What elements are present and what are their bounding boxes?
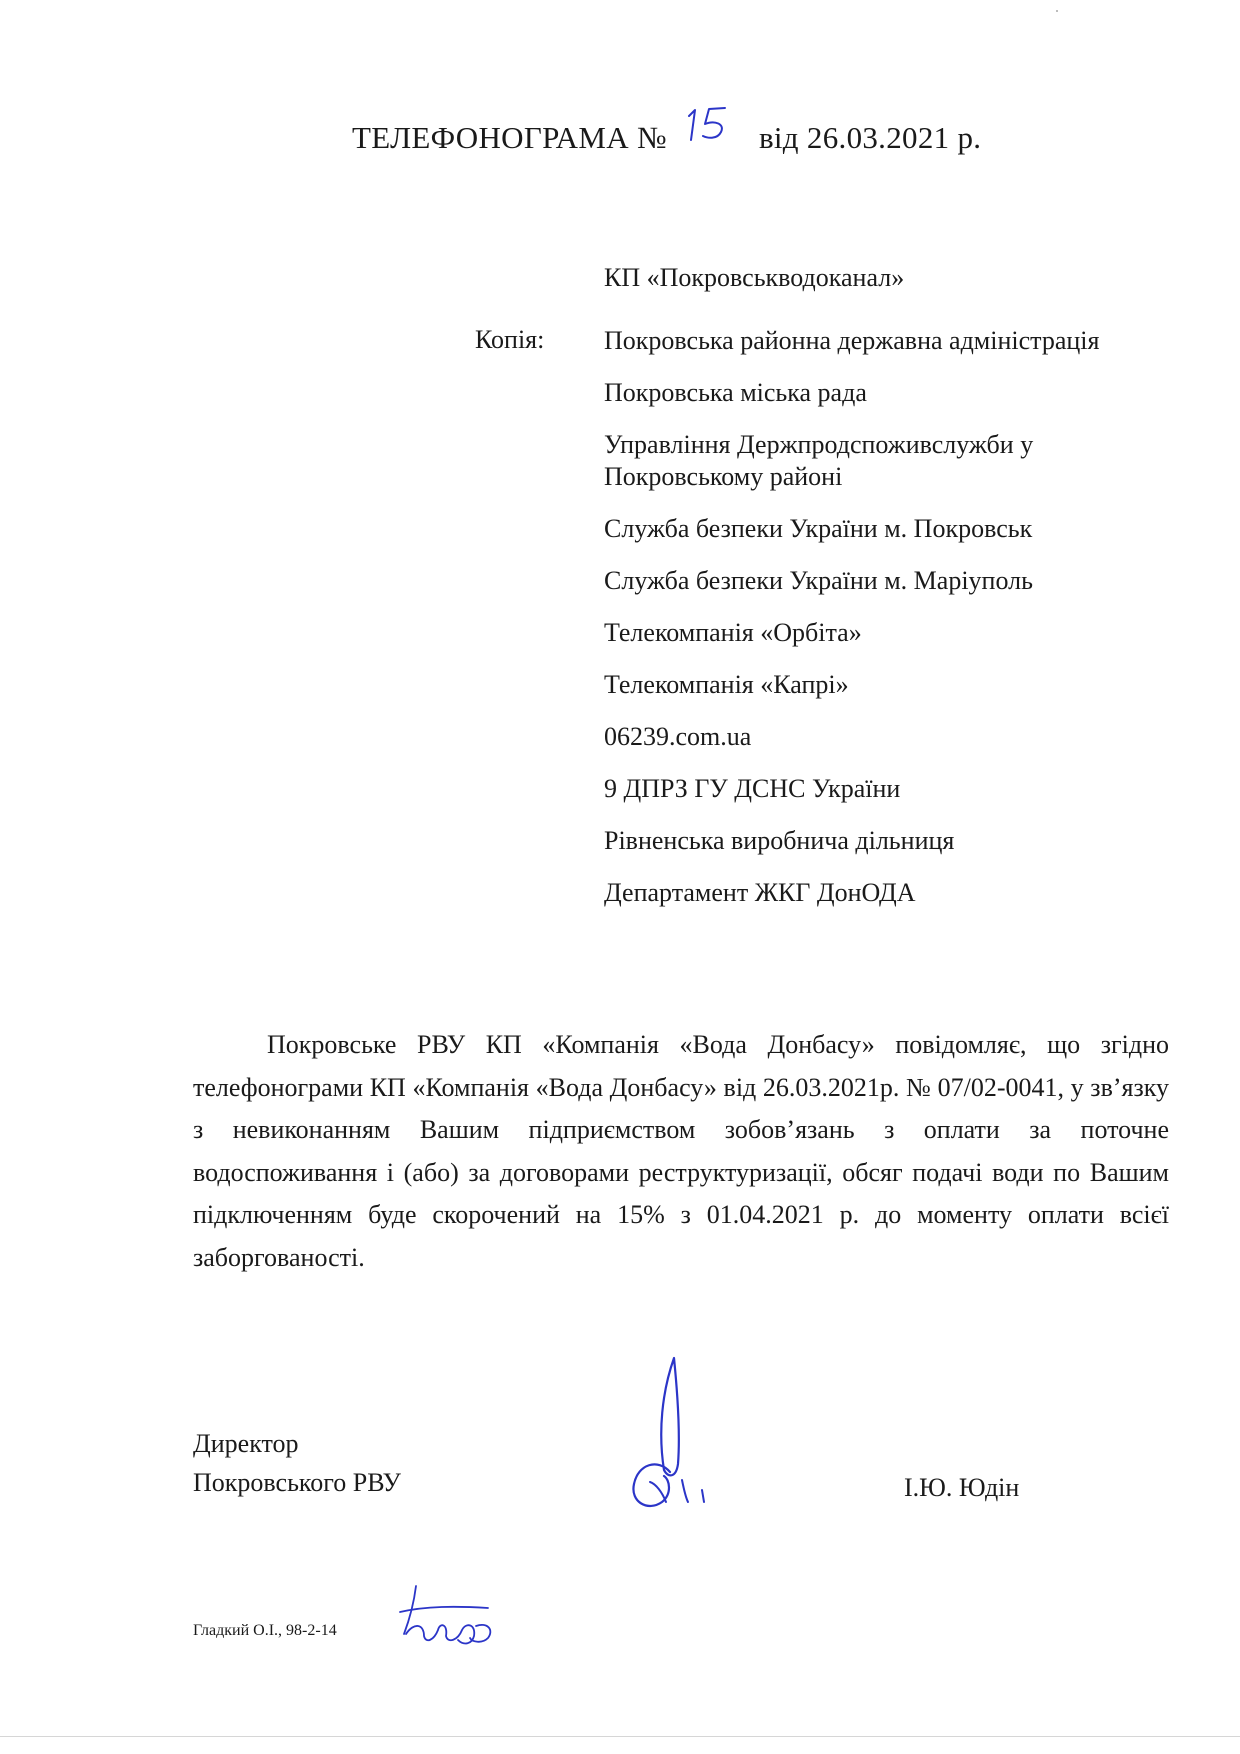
list-item: 9 ДПРЗ ГУ ДСНС України: [604, 774, 901, 803]
title-date: від 26.03.2021 р.: [758, 120, 982, 155]
signatory-position: [193, 1424, 401, 1502]
list-item: Управління Держпродспоживслужби у Покровському районі: [604, 430, 1034, 491]
handwritten-number-ink: [681, 102, 741, 146]
executor-contact: Гладкий О.І., 98-2-14: [193, 1622, 337, 1639]
copy-label: Копія:: [475, 325, 545, 354]
list-item: Телекомпанія «Орбіта»: [604, 618, 862, 647]
notice-body: Покровське РВУ КП «Компанія «Вода Донбасу» повідомляє, що згідно телефонограми КП «Компанія «Вода Донбасу» від 26.03.2021р. № 07/02-0041, у зв’язку з невиконанням Вашим підприємством зобов’язань з оплати за поточне водоспоживання і (або) за договорами реструктуризації, обсяг подачі води по Вашим підключенням буде скорочений на 15% з 01.04.2021 р. до моменту оплати всієї заборгованості.: [193, 1030, 1169, 1272]
list-item: 06239.com.ua: [604, 722, 752, 751]
list-item: Рівненська виробнича дільниця: [604, 826, 955, 855]
list-item: Покровська районна державна адміністрація: [604, 326, 1100, 355]
signer-name: І.Ю. Юдін: [904, 1473, 1020, 1502]
scan-speck: [1056, 10, 1058, 12]
signatory-title: Директор: [193, 1429, 299, 1458]
title-prefix: ТЕЛЕФОНОГРАМА №: [352, 120, 667, 155]
handwritten-number: [675, 118, 751, 148]
list-item: Служба безпеки України м. Покровськ: [604, 514, 1033, 543]
scan-edge-line: [0, 1736, 1240, 1737]
list-item: Департамент ЖКГ ДонОДА: [604, 878, 916, 907]
list-item: Телекомпанія «Капрі»: [604, 670, 849, 699]
addressee: КП «Покровськводоканал»: [604, 263, 905, 292]
list-item: Покровська міська рада: [604, 378, 867, 407]
director-signature: [622, 1352, 732, 1522]
copy-recipients-list: [604, 325, 1164, 929]
list-item: Служба безпеки України м. Маріуполь: [604, 566, 1033, 595]
document-title: [352, 118, 981, 156]
executor-initials-signature: [396, 1582, 498, 1652]
signatory-department: Покровського РВУ: [193, 1468, 401, 1497]
